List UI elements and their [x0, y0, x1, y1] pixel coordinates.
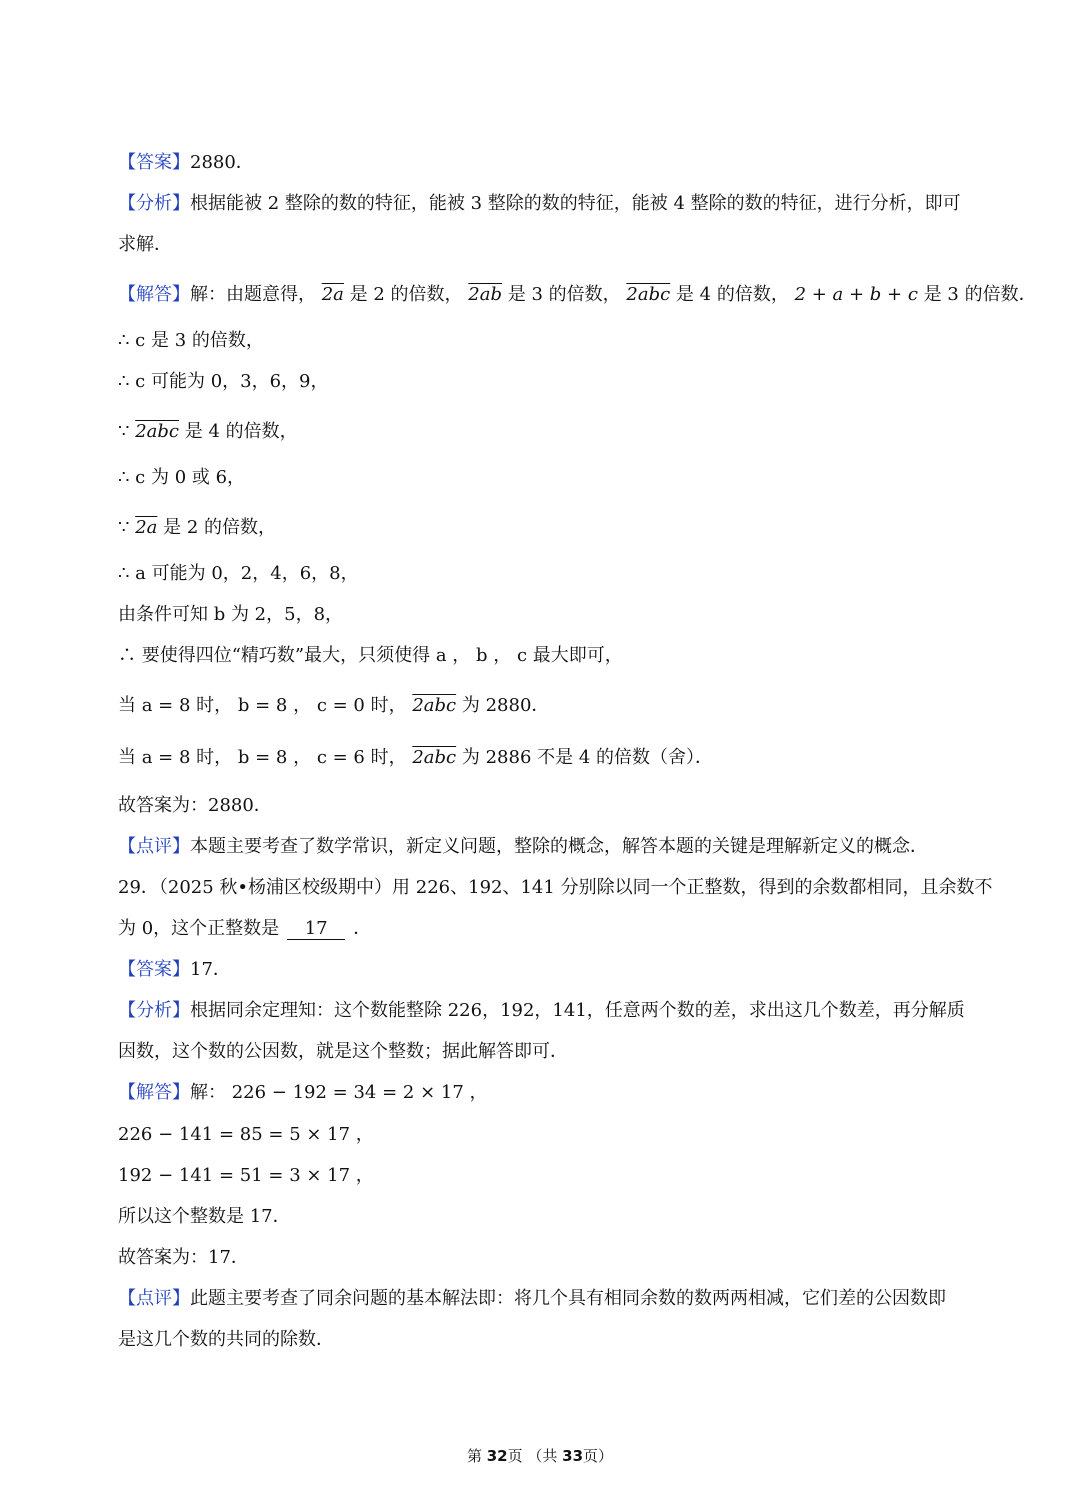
step-text: 是 4 的倍数， [184, 421, 298, 442]
q28-answer [118, 151, 254, 175]
solution-text: 是 2 的倍数， [349, 284, 463, 305]
solution-text: 是 3 的倍数． [923, 284, 1037, 305]
q28-step-7: 由条件可知 b 为 2，5，8， [118, 604, 344, 625]
solution-tag: 【解答】 [118, 284, 190, 305]
q29-answer [118, 958, 231, 982]
q28-step-1: ∴ c 是 3 的倍数， [118, 330, 264, 351]
overline-2a: 2a [321, 284, 344, 305]
step-text: 为 2886 不是 4 的倍数（舍）． [461, 747, 714, 768]
q28-solution-line-1 [118, 283, 1037, 307]
sum-expression: 2 + a + b + c [794, 284, 918, 305]
q29-solution-line-1 [118, 1081, 488, 1105]
review-text: 此题主要考查了同余问题的基本解法即：将几个具有相同余数的数两两相减，它们差的公因数即 [190, 1288, 946, 1309]
q28-step-8: ∴ 要使得四位“精巧数”最大，只须使得 a ， b ， c 最大即可， [118, 645, 623, 666]
q29-solution-line-3: 192 − 141 = 51 = 3 × 17 ， [118, 1165, 374, 1186]
q29-solution-line-4: 所以这个整数是 17． [118, 1206, 291, 1227]
q28-final-answer: 故答案为：2880． [118, 795, 272, 816]
q28-step-10 [118, 746, 713, 770]
overline-2abc: 2abc [412, 695, 457, 716]
q29-analysis-line-2: 因数，这个数的公因数，就是这个整数；据此解答即可． [118, 1041, 568, 1062]
q29-review-line-2: 是这几个数的共同的除数． [118, 1329, 334, 1350]
overline-2a: 2a [135, 517, 158, 538]
q28-step-4: ∴ c 为 0 或 6， [118, 467, 246, 488]
q28-step-9 [118, 694, 549, 718]
footer-text: 页） [583, 1447, 614, 1465]
analysis-tag: 【分析】 [118, 1000, 190, 1021]
answer-tag: 【答案】 [118, 152, 190, 173]
page-footer [0, 1446, 1080, 1466]
solution-text: 是 3 的倍数， [507, 284, 621, 305]
q28-review [118, 835, 928, 859]
q28-step-6: ∴ a 可能为 0，2，4，6，8， [118, 563, 359, 584]
answer-blank: 17 [287, 919, 345, 940]
review-text: 本题主要考查了数学常识，新定义问题，整除的概念，解答本题的关键是理解新定义的概念． [190, 836, 928, 857]
q29-solution-line-5: 故答案为：17． [118, 1247, 249, 1268]
overline-2abc: 2abc [626, 284, 671, 305]
q28-analysis-line-2: 求解． [118, 234, 172, 255]
solution-tag: 【解答】 [118, 1082, 190, 1103]
q29-solution-line-2: 226 − 141 = 85 = 5 × 17 ， [118, 1124, 374, 1145]
footer-text: 第 [466, 1447, 487, 1465]
question-text: ． [353, 918, 372, 939]
step-text: 是 2 的倍数， [163, 517, 277, 538]
because-symbol: ∵ [118, 517, 136, 538]
overline-2abc: 2abc [412, 747, 457, 768]
answer-text: 17． [190, 959, 231, 980]
answer-tag: 【答案】 [118, 959, 190, 980]
analysis-tag: 【分析】 [118, 193, 190, 214]
current-page-number: 32 [486, 1447, 508, 1465]
q29-review-line-1 [118, 1287, 946, 1311]
q29-analysis-line-1 [118, 999, 965, 1023]
review-tag: 【点评】 [118, 1288, 190, 1309]
total-page-number: 33 [562, 1447, 584, 1465]
q29-question-line-2 [118, 917, 371, 941]
analysis-text: 根据同余定理知：这个数能整除 226，192，141，任意两个数的差，求出这几个数差，再分解质 [190, 1000, 965, 1021]
question-text: 为 0，这个正整数是 [118, 918, 280, 939]
overline-2ab: 2ab [468, 284, 503, 305]
q28-step-5 [118, 516, 276, 540]
footer-text: 页 （共 [507, 1447, 563, 1465]
solution-text: 解： 226 − 192 = 34 = 2 × 17 ， [190, 1082, 488, 1103]
q28-step-2: ∴ c 可能为 0，3，6，9， [118, 371, 329, 392]
review-tag: 【点评】 [118, 836, 190, 857]
step-text: 为 2880． [461, 695, 550, 716]
q28-step-3 [118, 420, 298, 444]
q28-analysis-line-1 [118, 192, 961, 216]
q29-question-line-1: 29．（2025 秋•杨浦区校级期中）用 226、192、141 分别除以同一个正整数，得到的余数都相同，且余数不 [118, 877, 993, 898]
because-symbol: ∵ [118, 421, 136, 442]
overline-2abc: 2abc [135, 421, 179, 442]
step-text: 当 a = 8 时， b = 8 ， c = 6 时， [118, 747, 407, 768]
solution-text: 解：由题意得， [190, 284, 316, 305]
answer-text: 2880． [190, 152, 254, 173]
analysis-text: 根据能被 2 整除的数的特征，能被 3 整除的数的特征，能被 4 整除的数的特征，进行分析，即可 [190, 193, 961, 214]
solution-text: 是 4 的倍数， [675, 284, 789, 305]
step-text: 当 a = 8 时， b = 8 ， c = 0 时， [118, 695, 407, 716]
